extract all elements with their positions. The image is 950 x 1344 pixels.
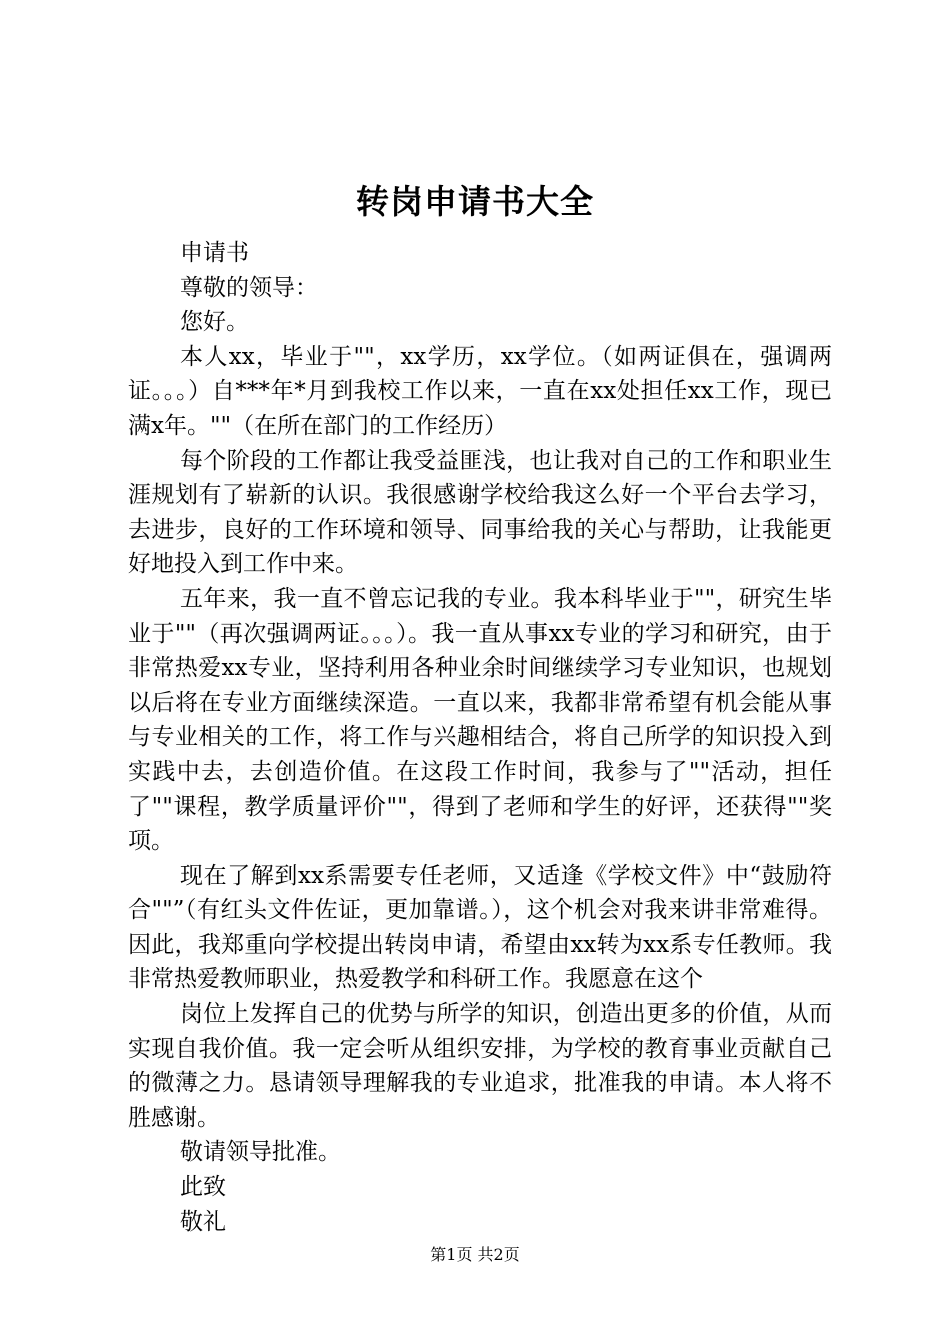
body-paragraph: 每个阶段的工作都让我受益匪浅，也让我对自己的工作和职业生涯规划有了崭新的认识。我很感谢学校给我这么好一个平台去学习，去进步，良好的工作环境和领导、同事给我的关心与帮助，让我能更好地投入到工作中来。 bbox=[128, 447, 832, 578]
greeting: 您好。 bbox=[180, 309, 249, 336]
body-paragraph: 现在了解到xx系需要专任老师，又适逢《学校文件》中“鼓励符合""”（有红头文件佐证，更加靠谱。），这个机会对我来讲非常难得。因此，我郑重向学校提出转岗申请，希望由xx转为xx系专任教师。我非常热爱教师职业，热爱教学和科研工作。我愿意在这个 bbox=[128, 862, 832, 993]
body-paragraph: 本人xx，毕业于""，xx学历，xx学位。（如两证俱在，强调两证。。。）自***年*月到我校工作以来，一直在xx处担任xx工作，现已满x年。""（在所在部门的工作经历） bbox=[128, 343, 832, 439]
salutation-recipient: 尊敬的领导： bbox=[180, 274, 318, 301]
closing-request: 敬请领导批准。 bbox=[180, 1139, 341, 1166]
closing-jingli: 敬礼 bbox=[180, 1208, 226, 1235]
salutation-heading: 申请书 bbox=[180, 240, 249, 266]
body-paragraph: 岗位上发挥自己的优势与所学的知识，创造出更多的价值，从而实现自我价值。我一定会听从组织安排，为学校的教育事业贡献自己的微薄之力。恳请领导理解我的专业追求，批准我的申请。本人将不胜感谢。 bbox=[128, 1001, 832, 1131]
page-number: 第1页 共2页 bbox=[430, 1245, 520, 1264]
body-paragraph: 五年来，我一直不曾忘记我的专业。我本科毕业于""，研究生毕业于""（再次强调两证。。。）。我一直从事xx专业的学习和研究，由于非常热爱xx专业，坚持利用各种业余时间继续学习专业知识，也规划以后将在专业方面继续深造。一直以来，我都非常希望有机会能从事与专业相关的工作，将工作与兴趣相结合，将自己所学的知识投入到实践中去，去创造价值。在这段工作时间，我参与了""活动，担任了""课程，教学质量评价""，得到了老师和学生的好评，还获得""奖项。 bbox=[128, 585, 832, 855]
document-title: 转岗申请书大全 bbox=[356, 182, 594, 221]
document-body bbox=[128, 236, 832, 1239]
closing-cizhi: 此致 bbox=[180, 1174, 226, 1201]
